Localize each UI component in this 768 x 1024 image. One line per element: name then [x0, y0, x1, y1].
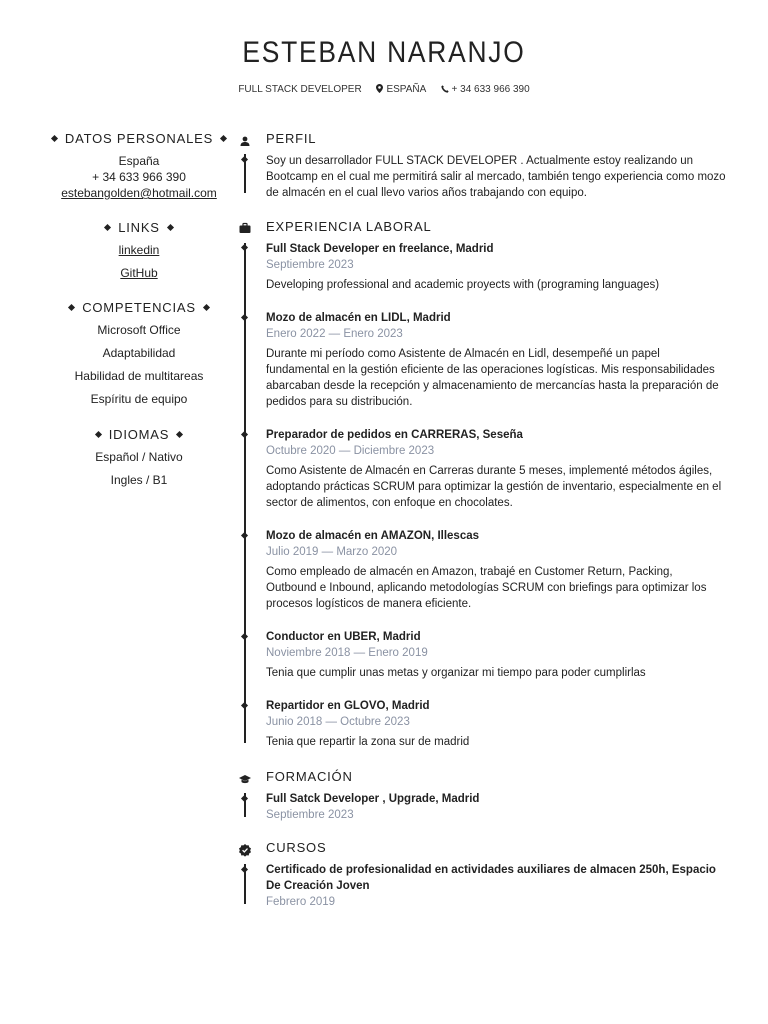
job-title: Conductor en UBER, Madrid	[266, 631, 421, 643]
job-entry	[266, 528, 726, 612]
education-date: Septiembre 2023	[266, 809, 354, 821]
language-item: Español / Nativo	[95, 450, 183, 464]
timeline-dot	[241, 314, 248, 321]
personal-section	[40, 131, 238, 201]
job-title: Mozo de almacén en LIDL, Madrid	[266, 312, 451, 324]
linkedin-link[interactable]: linkedin	[118, 243, 160, 257]
timeline-dot	[241, 866, 248, 873]
timeline-dot	[241, 532, 248, 539]
languages-heading	[40, 427, 238, 442]
skill-item: Habilidad de multitareas	[74, 369, 204, 383]
education-title: Full Satck Developer , Upgrade, Madrid	[266, 793, 480, 805]
diamond-bullet-icon	[68, 304, 75, 311]
graduation-cap-icon	[238, 772, 252, 786]
job-description: Developing professional and academic proyects with (programing languages)	[266, 279, 660, 291]
course-entry	[266, 862, 726, 910]
job-title: Mozo de almacén en AMAZON, Illescas	[266, 530, 480, 542]
links-heading	[40, 220, 238, 235]
header-phone-block	[441, 84, 530, 95]
job-description: Tenia que cumplir unas metas y organizar mi tiempo para poder cumplirlas	[266, 667, 646, 679]
skill-item: Microsoft Office	[97, 323, 181, 337]
header-phone: + 34 633 966 390	[451, 84, 530, 95]
diamond-bullet-icon	[104, 224, 111, 231]
diamond-bullet-icon	[203, 304, 210, 311]
diamond-bullet-icon	[95, 431, 102, 438]
phone-icon	[441, 85, 449, 93]
job-date: Septiembre 2023	[266, 259, 354, 271]
person-icon	[238, 134, 252, 148]
location-pin-icon	[376, 84, 383, 93]
diamond-bullet-icon	[51, 135, 58, 142]
verified-badge-icon	[238, 843, 252, 857]
job-date: Noviembre 2018 — Enero 2019	[266, 647, 428, 659]
diamond-bullet-icon	[176, 431, 183, 438]
skills-heading	[40, 300, 238, 315]
job-entry	[266, 310, 726, 410]
personal-title: DATOS PERSONALES	[64, 131, 214, 146]
job-entry	[266, 698, 726, 750]
links-section	[40, 220, 238, 281]
personal-email-link[interactable]: estebangolden@hotmail.com	[61, 186, 217, 200]
job-date: Enero 2022 — Enero 2023	[266, 328, 403, 340]
skills-section	[40, 300, 238, 407]
language-item: Ingles / B1	[110, 473, 168, 487]
job-date: Junio 2018 — Octubre 2023	[266, 716, 410, 728]
job-title: Full Stack Developer en freelance, Madrid	[266, 243, 494, 255]
diamond-bullet-icon	[220, 135, 227, 142]
resume-name: ESTEBAN NARANJO	[242, 36, 526, 69]
timeline-dot	[241, 633, 248, 640]
profile-text: Soy un desarrollador FULL STACK DEVELOPER . Actualmente estoy realizando un Bootcamp en el cual me permitirá salir al mercado, también tengo experiencia como mozo de almacén en el cual llevo varios años trabajando con equipo.	[266, 155, 726, 199]
links-title: LINKS	[118, 220, 160, 235]
personal-heading	[40, 131, 238, 146]
job-date: Julio 2019 — Marzo 2020	[266, 546, 398, 558]
job-description: Tenia que repartir la zona sur de madrid	[266, 736, 470, 748]
header-location	[376, 84, 428, 95]
experience-heading: EXPERIENCIA LABORAL	[266, 219, 432, 234]
education-entry	[266, 791, 726, 823]
job-title: Repartidor en GLOVO, Madrid	[266, 700, 430, 712]
timeline-dot	[241, 244, 248, 251]
timeline-dot	[241, 702, 248, 709]
education-heading: FORMACIÓN	[266, 769, 353, 784]
job-entry	[266, 241, 726, 293]
skills-title: COMPETENCIAS	[82, 300, 196, 315]
languages-section	[40, 427, 238, 488]
job-description: Como Asistente de Almacén en Carreras durante 5 meses, implementé métodos ágiles, adoptando prácticas SCRUM para optimizar la gestión de inventario, especialmente en el sector de alimentos, con enfoque en chocolates.	[266, 465, 722, 509]
header-contact-line	[0, 84, 768, 95]
course-title: Certificado de profesionalidad en actividades auxiliares de almacen 250h, Espacio De Creación Joven	[266, 864, 716, 892]
job-entry	[266, 629, 726, 681]
diamond-bullet-icon	[167, 224, 174, 231]
personal-phone: + 34 633 966 390	[92, 170, 186, 184]
languages-title: IDIOMAS	[108, 427, 170, 442]
briefcase-icon	[238, 221, 252, 235]
courses-heading: CURSOS	[266, 840, 327, 855]
job-entry	[266, 427, 726, 511]
job-date: Octubre 2020 — Diciembre 2023	[266, 445, 435, 457]
timeline-dot	[241, 156, 248, 163]
job-description: Durante mi período como Asistente de Almacén en Lidl, desempeñé un papel fundamental en la gestión eficiente de las operaciones logísticas. Mis responsabilidades abarcaban desde la recepción y almacenamiento de mercancías hasta la preparación de pedidos para su distribución.	[266, 348, 719, 408]
course-date: Febrero 2019	[266, 896, 336, 908]
job-description: Como empleado de almacén en Amazon, trabajé en Customer Return, Packing, Outbound e Inbound, aplicando metodologías SCRUM con briefings para optimizar los procesos logísticos de manera eficiente.	[266, 566, 707, 610]
header-country: ESPAÑA	[386, 84, 426, 95]
timeline-dot	[241, 795, 248, 802]
header-role: FULL STACK DEVELOPER	[238, 84, 362, 95]
profile-heading: PERFIL	[266, 131, 317, 146]
skill-item: Espíritu de equipo	[90, 392, 188, 406]
github-link[interactable]: GitHub	[120, 266, 158, 280]
timeline-dot	[241, 431, 248, 438]
personal-country: España	[118, 154, 160, 168]
job-title: Preparador de pedidos en CARRERAS, Seseña	[266, 429, 523, 441]
skill-item: Adaptabilidad	[102, 346, 176, 360]
